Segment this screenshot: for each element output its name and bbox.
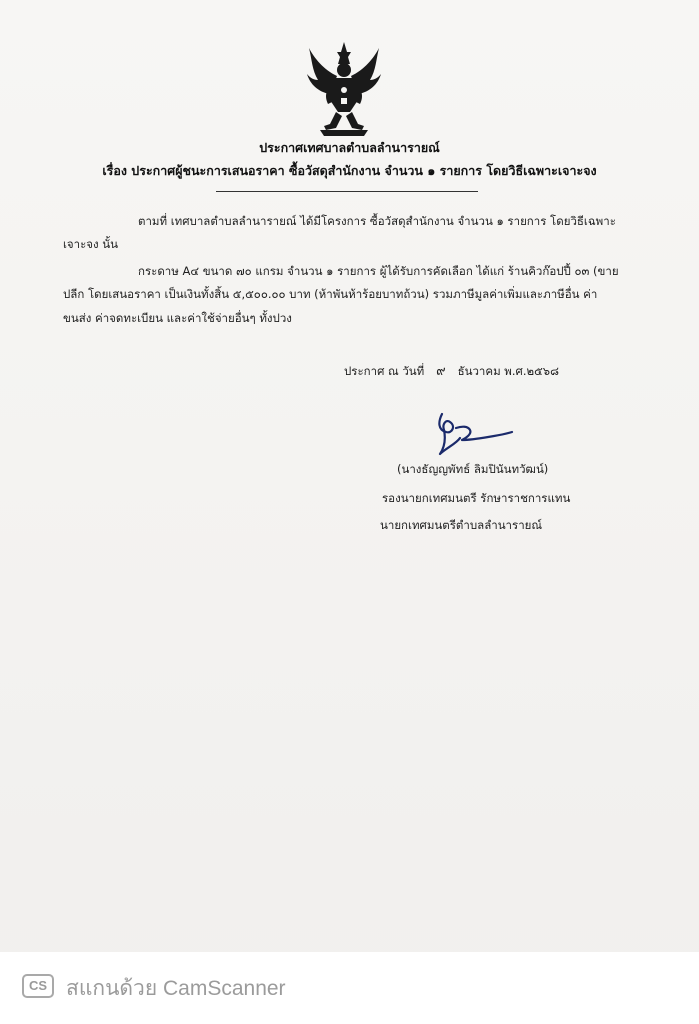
garuda-emblem-icon [304,40,384,138]
paragraph-1-line-1: ตามที่ เทศบาลตำบลลำนารายณ์ ได้มีโครงการ ซื้อวัสดุสำนักงาน จำนวน ๑ รายการ โดยวิธีเฉพาะ [138,214,616,228]
handwritten-signature [416,408,516,462]
signatory-position-2: นายกเทศมนตรีตำบลลำนารายณ์ [380,518,543,532]
signatory-position-1: รองนายกเทศมนตรี รักษาราชการแทน [382,491,571,505]
announcement-prefix: ประกาศ ณ วันที่ [344,364,425,378]
scanner-watermark-text: สแกนด้วย CamScanner [66,977,286,1000]
paragraph-2-line-2: ปลีก โดยเสนอราคา เป็นเงินทั้งสิ้น ๕,๕๐๐.๐๐ บาท (ห้าพันห้าร้อยบาทถ้วน) รวมภาษีมูลค่าเพิ่มและภาษีอื่น ค่า [63,287,598,301]
paragraph-2-line-3: ขนส่ง ค่าจดทะเบียน และค่าใช้จ่ายอื่นๆ ทั้งปวง [63,311,292,325]
divider [216,191,478,192]
scanner-watermark-bar [0,952,699,1024]
announcement-day: ๙ [436,364,446,379]
paragraph-1-line-2: เจาะจง นั้น [63,237,119,251]
paragraph-2-line-1: กระดาษ A๔ ขนาด ๗๐ แกรม จำนวน ๑ รายการ ผู้ได้รับการคัดเลือก ได้แก่ ร้านคิวก๊อปปี้ ๐๓ (ขาย [138,264,619,278]
document-heading: ประกาศเทศบาลตำบลลำนารายณ์ [259,140,440,155]
signatory-name: (นางธัญญพัทธ์ ลิมปินันทวัฒน์) [397,462,549,476]
camscanner-logo-icon: CS [22,974,54,998]
document-subject: เรื่อง ประกาศผู้ชนะการเสนอราคา ซื้อวัสดุสำนักงาน จำนวน ๑ รายการ โดยวิธีเฉพาะเจาะจง [102,163,597,178]
announcement-month-year: ธันวาคม พ.ศ.๒๕๖๘ [457,364,559,378]
announcement-date [344,360,559,381]
